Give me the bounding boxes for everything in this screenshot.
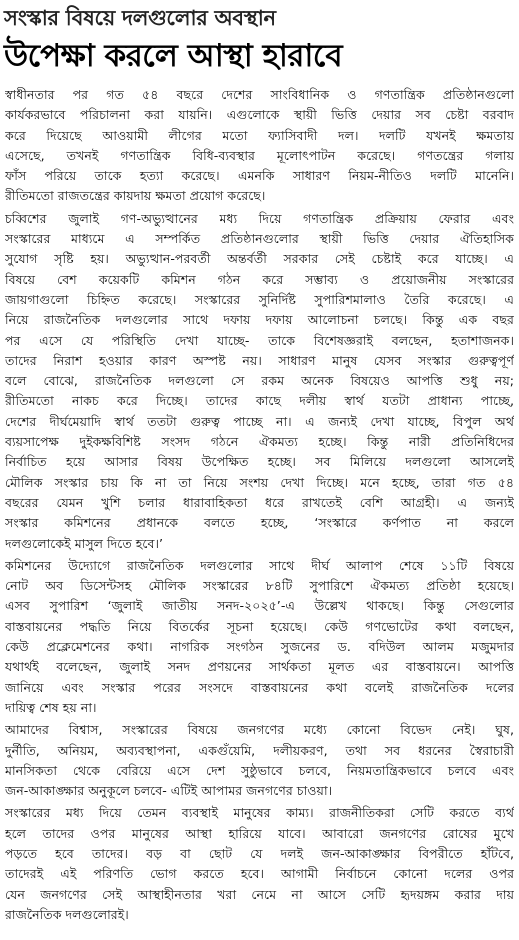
text-line: দুর্নীতি, অনিয়ম, অব্যবস্থাপনা, একগুঁয়েমি, দলীয়করণ, তথা সব ধরনের স্বৈরাচারী	[5, 742, 514, 758]
text-line: বাস্তবায়নের পদ্ধতি নিয়ে বিতর্কের সূচনা হয়েছে। কেউ গণভোটের কথা বলছেন,	[5, 618, 514, 634]
text-line: নোট অব ডিসেন্টসহ মৌলিক সংস্কারের ৮৪টি সুপারিশে ঐকমত্য প্রতিষ্ঠা হয়েছে।	[5, 578, 514, 594]
text-line: যেন জনগণের সেই আস্থাহীনতার খরা নেমে না আসে সেটি হৃদয়ঙ্গম করার দায়	[5, 886, 514, 902]
text-line: আমাদের বিশ্বাস, সংস্কারের বিষয়ে জনগণের মধ্যে কোনো বিভেদ নেই। ঘুষ,	[5, 722, 514, 738]
text-line: তাদের নিরাশ হওয়ার কারণ অস্পষ্ট নয়। সাধারণ মানুষ যেসব সংস্কার গুরুত্বপূর্ণ	[5, 352, 514, 368]
text-line: সুযোগ সৃষ্টি হয়। অভ্যুত্থান-পরবর্তী অন্তর্বর্তী সরকার সেই চেষ্টাই করে যাচ্ছে। এ	[5, 251, 514, 267]
text-line: জায়গাগুলো চিহ্নিত করেছে। সংস্কারের সুনির্দিষ্ট সুপারিশমালাও তৈরি করেছে। এ	[5, 291, 514, 307]
text-line: যথার্থই বলেছেন, জুলাই সনদ প্রণয়নের সার্থকতা মূলত এর বাস্তবায়নে। আপত্তি	[5, 659, 514, 675]
headline: উপেক্ষা করলে আস্থা হারাবে	[4, 38, 343, 74]
text-line: কমিশনের উদ্যোগে রাজনৈতিক দলগুলোর সাথে দীর্ঘ আলাপ শেষে ১১টি বিষয়ে	[5, 557, 514, 573]
text-line: সংস্কারের মধ্য দিয়ে তেমন ব্যবস্থাই মানুষের কাম্য। রাজনীতিকরা সেটি করতে ব্যর্থ	[5, 805, 514, 821]
text-line: করে দিয়েছে আওয়ামী লীগের মতো ফ্যাসিবাদী দল। দলটি যখনই ক্ষমতায়	[5, 127, 514, 143]
text-line: নির্বাচিত হয়ে আসার বিষয় উপেক্ষিত হচ্ছে। সব মিলিয়ে দলগুলো আসলেই	[5, 454, 514, 470]
text-line: কেউ প্রক্লেমেশনের কথা। নাগরিক সংগঠন সুজনের ড. বদিউল আলম মজুমদার	[5, 639, 514, 655]
text-line: পড়তে হবে তাদের। বড় বা ছোট যে দলই জন-আকাঙ্ক্ষার বিপরীতে হাঁটবে,	[5, 845, 514, 861]
text-line: নিয়ে রাজনৈতিক দলগুলোর সাথে দফায় দফায় আলোচনা চলছে। কিন্তু এক বছর	[5, 312, 514, 328]
text-line: জানিয়ে এবং সংস্কার পরের সংসদে বাস্তবায়নের কথা বলেই রাজনৈতিক দলের	[5, 679, 514, 695]
text-line: রাজনৈতিক দলগুলোরই।	[5, 906, 129, 922]
kicker-heading: সংস্কার বিষয়ে দলগুলোর অবস্থান	[4, 6, 276, 30]
text-line: সংস্কার কমিশনের প্রধানকে বলতে হচ্ছে, ‘সংস্কারে কর্ণপাত না করলে	[5, 515, 514, 531]
text-line: সংস্কারের মাধ্যমে এ সম্পর্কিত প্রতিষ্ঠানগুলোর স্থায়ী ভিত্তি দেয়ার ঐতিহাসিক	[5, 231, 514, 247]
text-line: তাদেরই এই পরিণতি ভোগ করতে হবে। আগামী নির্বাচনে কোনো দলের ওপর	[5, 866, 514, 882]
text-line: মানসিকতা থেকে বেরিয়ে এসে দেশ সুষ্ঠুভাবে চলবে, নিয়মতান্ত্রিকভাবে চলবে এবং	[5, 762, 514, 778]
text-line: ব্যয়সাপেক্ষ দুইকক্ষবিশিষ্ট সংসদ গঠনে ঐকমত্য হচ্ছে। কিন্তু নারী প্রতিনিধিদের	[5, 434, 514, 450]
text-line: বলে বোঝে, রাজনৈতিক দলগুলো সে রকম অনেক বিষয়েও আপত্তি শুধু নয়;	[5, 373, 514, 389]
text-line: রীতিমতো রাজতন্ত্রের কায়দায় ক্ষমতা প্রয়োগ করেছে।	[5, 188, 266, 204]
text-line: কার্যকরভাবে পরিচালনা করা যায়নি। এগুলোকে স্থায়ী ভিত্তি দেয়ার সব চেষ্টা বরবাদ	[5, 107, 514, 123]
text-line: বিষয়ে বেশ কয়েকটি কমিশন গঠন করে সম্ভাব্য ও প্রয়োজনীয় সংস্কারের	[5, 271, 514, 287]
text-line: এসব সুপারিশ ‘জুলাই জাতীয় সনদ-২০২৫’-এ উল্লেখ থাকছে। কিন্তু সেগুলোর	[5, 598, 514, 614]
paragraph	[5, 720, 514, 801]
text-line: মৌলিক সংস্কার চায় কি না তা নিয়ে সংশয় দেখা দিচ্ছে। মনে হচ্ছে, তারা গত ৫৪	[5, 474, 514, 490]
text-line: পর এসে যে পরিস্থিতি দেখা যাচ্ছে- তাকে বিশেষজ্ঞরাই বলছেন, হতাশাজনক।	[5, 332, 514, 348]
text-line: এসেছে, তখনই গণতান্ত্রিক বিধি-ব্যবস্থার মূলোৎপাটন করেছে। গণতন্ত্রের গলায়	[5, 147, 514, 163]
text-line: জন-আকাঙ্ক্ষার অনুকূলে চলবে- এটিই আপামর জনগণের চাওয়া।	[5, 783, 333, 799]
text-line: চব্বিশের জুলাই গণ-অভ্যুত্থানের মধ্য দিয়ে গণতান্ত্রিক প্রক্রিয়ায় ফেরার এবং	[5, 210, 514, 226]
text-line: স্বাধীনতার পর গত ৫৪ বছরে দেশের সাংবিধানিক ও গণতান্ত্রিক প্রতিষ্ঠানগুলো	[5, 87, 514, 102]
text-line: হলে তাদের ওপর মানুষের আস্থা হারিয়ে যাবে। আবারো জনগণের রোষের মুখে	[5, 825, 514, 841]
text-line: ফাঁস পরিয়ে তাকে হত্যা করেছে। এমনকি সাধারণ নিয়ম-নীতিও দলটি মানেনি।	[5, 168, 514, 184]
paragraph	[5, 85, 514, 207]
text-line: রীতিমতো নাকচ করে দিচ্ছে। তাদের কাছে দলীয় স্বার্থ যতটা প্রাধান্য পাচ্ছে,	[5, 393, 514, 409]
paragraph	[5, 556, 514, 718]
text-line: দায়িত্ব শেষ হয় না।	[5, 699, 97, 715]
text-line: দেশের দীর্ঘমেয়াদি স্বার্থ ততটা গুরুত্ব পাচ্ছে না। এ জন্যই দেখা যাচ্ছে, বিপুল অর্থ	[5, 413, 514, 429]
paragraph	[5, 209, 514, 554]
text-line: বছরের যেমন খুশি চলার ধারাবাহিকতা ধরে রাখতেই বেশি আগ্রহী। এ জন্যই	[5, 494, 514, 510]
paragraph	[5, 803, 514, 925]
article-body	[5, 85, 514, 927]
text-line: দলগুলোকেই মাসুল দিতে হবে।’	[5, 535, 163, 551]
